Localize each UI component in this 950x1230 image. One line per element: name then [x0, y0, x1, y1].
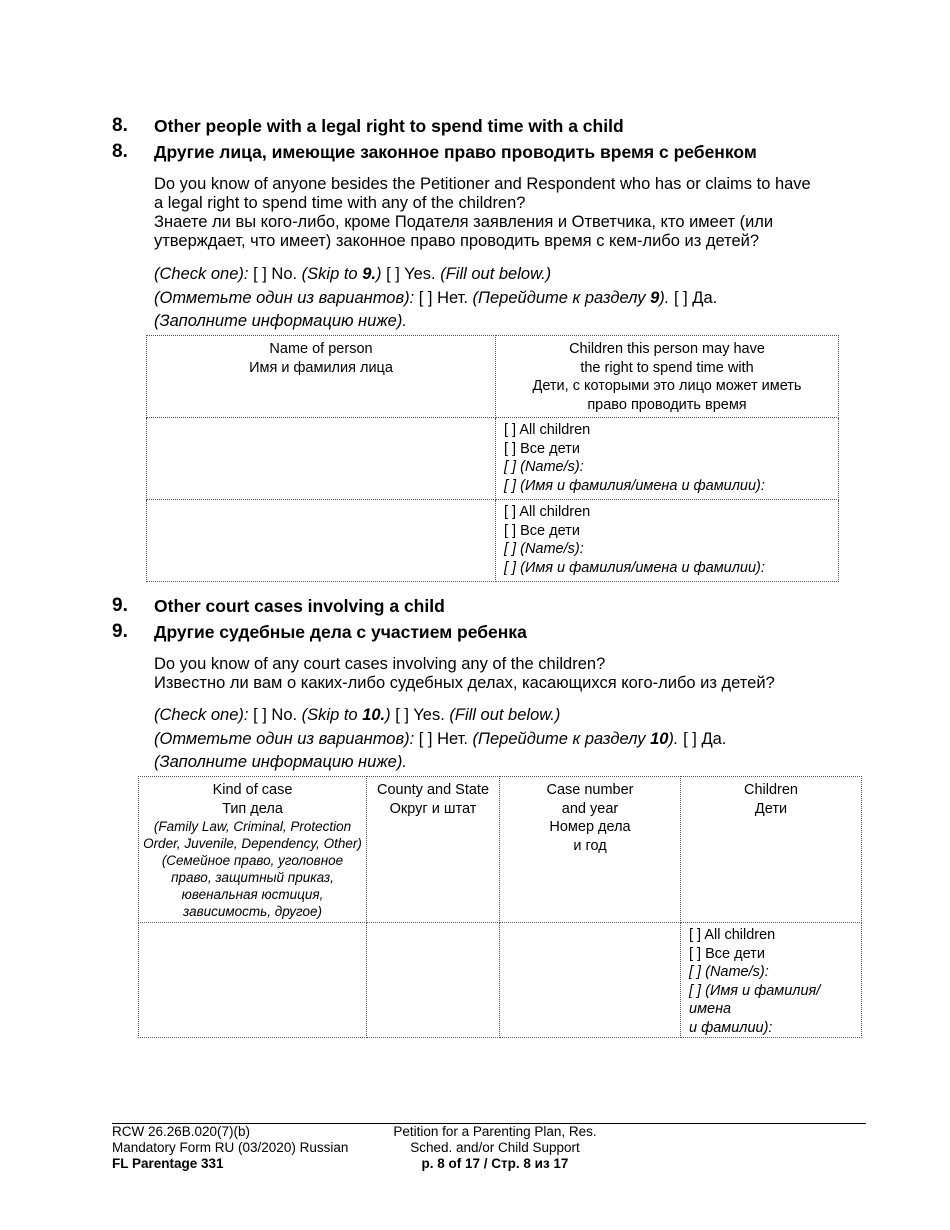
page-number: p. 8 of 17 / Стр. 8 из 17: [421, 1156, 569, 1171]
table-row: [147, 500, 839, 582]
no-checkbox[interactable]: [ ] No.: [253, 265, 298, 283]
section-8-check-en: (Check one): [ ] No. (Skip to 9.) [ ] Yes. (Fill out below.): [154, 265, 552, 283]
section-9-check-ru-fill: (Заполните информацию ниже).: [154, 753, 407, 771]
yes-checkbox[interactable]: [ ] Yes.: [395, 706, 445, 724]
no-checkbox[interactable]: [ ] Нет.: [418, 289, 468, 307]
section-number: 9.: [112, 595, 128, 616]
children-options: [496, 500, 839, 582]
section-8-check-ru: (Отметьте один из вариантов): [ ] Нет. (Перейдите к разделу 9). [ ] Да.: [154, 289, 718, 307]
section-title: Other court cases involving a child: [154, 596, 445, 616]
children-options: [681, 923, 862, 1038]
case-number-field[interactable]: [500, 923, 681, 1038]
all-children-checkbox-ru[interactable]: [ ] Все дети: [504, 522, 580, 539]
names-checkbox-ru[interactable]: [ ] (Имя и фамилия/имена и фамилии):: [504, 559, 765, 576]
section-9-table: [138, 776, 862, 1038]
section-number: 9.: [112, 621, 128, 642]
all-children-checkbox[interactable]: [ ] All children: [504, 504, 591, 520]
all-children-checkbox-ru[interactable]: [ ] Все дети: [689, 945, 765, 962]
kind-of-case-field[interactable]: [139, 923, 367, 1038]
yes-checkbox[interactable]: [ ] Да.: [683, 730, 727, 748]
all-children-checkbox[interactable]: [ ] All children: [689, 927, 776, 943]
names-checkbox-ru[interactable]: [ ] (Имя и фамилия/имена: [689, 982, 821, 1017]
children-options: [496, 418, 839, 500]
section-9-question: Do you know of any court cases involving any of the children? Известно ли вам о каких-либо судебных делах, касающихся кого-либо из детей?: [154, 655, 775, 692]
header-name-of-person: Name of person Имя и фамилия лица: [147, 336, 496, 418]
footer-middle: Petition for a Parenting Plan, Res. Sched. and/or Child Support p. 8 of 17 / Стр. 8 из 17: [380, 1124, 610, 1172]
names-checkbox-ru-cont: и фамилии):: [689, 1019, 773, 1036]
header-county-state: County and State Округ и штат: [367, 777, 500, 923]
all-children-checkbox[interactable]: [ ] All children: [504, 422, 591, 438]
footer-left: RCW 26.26B.020(7)(b) Mandatory Form RU (03/2020) Russian FL Parentage 331: [112, 1124, 349, 1171]
section-title: Other people with a legal right to spend time with a child: [154, 116, 624, 136]
section-number: 8.: [112, 115, 128, 136]
name-of-person-field[interactable]: [147, 500, 496, 582]
name-of-person-field[interactable]: [147, 418, 496, 500]
section-title: Другие судебные дела с участием ребенка: [154, 622, 527, 642]
table-row: [147, 418, 839, 500]
yes-checkbox[interactable]: [ ] Да.: [673, 289, 718, 307]
header-children: Children Дети: [681, 777, 862, 923]
names-checkbox-ru[interactable]: [ ] (Имя и фамилия/имена и фамилии):: [504, 477, 765, 494]
section-9-check-en: (Check one): [ ] No. (Skip to 10.) [ ] Yes. (Fill out below.): [154, 706, 561, 724]
table-row: [139, 923, 862, 1038]
header-case-number: Case number and year Номер дела и год: [500, 777, 681, 923]
section-title: Другие лица, имеющие законное право проводить время с ребенком: [154, 142, 757, 162]
names-checkbox[interactable]: [ ] (Name/s):: [504, 459, 584, 475]
no-checkbox[interactable]: [ ] Нет.: [418, 730, 468, 748]
section-number: 8.: [112, 141, 128, 162]
section-8-question: Do you know of anyone besides the Petitioner and Respondent who has or claims to have a legal right to spend time with any of the children? Знаете ли вы кого-либо, кроме Подателя заявления и Ответчика, кто имеет (или утверждает, что имеет) законное право проводить время с кем-либо из детей?: [154, 175, 811, 250]
names-checkbox[interactable]: [ ] (Name/s):: [689, 964, 769, 980]
section-8-table: [146, 335, 839, 582]
header-kind-of-case: Kind of case Тип дела (Family Law, Criminal, Protection Order, Juvenile, Dependency, Other) (Семейное право, уголовное право, защитный приказ, ювенальная юстиция, зависимость, другое): [139, 777, 367, 923]
header-children: Children this person may have the right to spend time with Дети, с которыми это лицо может иметь право проводить время: [496, 336, 839, 418]
yes-checkbox[interactable]: [ ] Yes.: [386, 265, 436, 283]
county-state-field[interactable]: [367, 923, 500, 1038]
no-checkbox[interactable]: [ ] No.: [253, 706, 298, 724]
names-checkbox[interactable]: [ ] (Name/s):: [504, 541, 584, 557]
all-children-checkbox-ru[interactable]: [ ] Все дети: [504, 440, 580, 457]
section-8-check-ru-fill: (Заполните информацию ниже).: [154, 312, 407, 330]
section-9-check-ru: (Отметьте один из вариантов): [ ] Нет. (Перейдите к разделу 10). [ ] Да.: [154, 730, 727, 748]
